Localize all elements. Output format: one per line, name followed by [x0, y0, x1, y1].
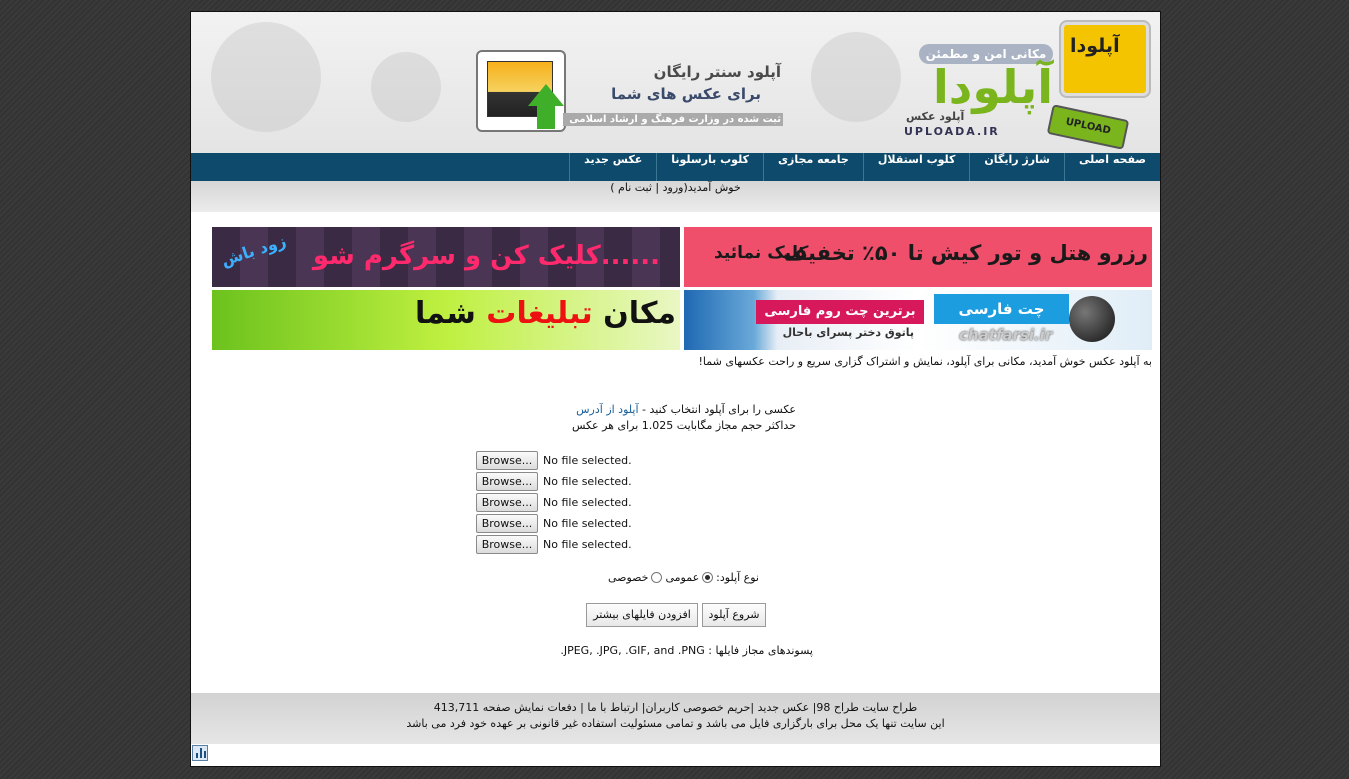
logo-domain: UPLOADA.IR	[904, 125, 1000, 138]
browse-button[interactable]: Browse...	[476, 493, 538, 512]
nav-item-esteghlal-club[interactable]: کلوب استقلال	[863, 153, 970, 181]
banner-pink-label: برترین چت روم فارسی	[756, 300, 924, 324]
add-more-files-button[interactable]: افزودن فایلهای بیشتر	[586, 603, 698, 627]
banner-text-post: شما	[414, 296, 487, 331]
login-link[interactable]: ورود	[662, 181, 684, 194]
camera-lens-decoration	[211, 22, 321, 132]
banner-subtext: پاتوق دختر پسرای باحال	[782, 326, 914, 339]
site-footer	[191, 693, 1160, 744]
allowed-extensions-label: پسوندهای مجاز فایلها :	[708, 644, 813, 657]
public-radio-label: عمومی	[665, 571, 700, 584]
register-link[interactable]: ثبت نام	[618, 181, 652, 194]
black-ball-icon	[1069, 296, 1115, 342]
banner-blue-label: چت فارسی	[934, 294, 1069, 324]
upload-instruction	[491, 403, 796, 416]
tagline-line1: آپلود سنتر رایگان	[653, 63, 781, 81]
browse-button[interactable]: Browse...	[476, 472, 538, 491]
private-radio[interactable]	[651, 572, 662, 583]
stats-chart-icon[interactable]	[192, 745, 208, 761]
browse-button[interactable]: Browse...	[476, 535, 538, 554]
file-status: No file selected.	[543, 475, 632, 488]
welcome-bar	[191, 181, 1160, 212]
welcome-close: )	[610, 181, 619, 194]
file-status: No file selected.	[543, 454, 632, 467]
nav-item-new-photo[interactable]: عکس جدید	[569, 153, 656, 181]
banner-text-pre: مکان	[592, 296, 676, 331]
start-upload-button[interactable]: شروع آپلود	[702, 603, 766, 627]
file-status: No file selected.	[543, 496, 632, 509]
file-status: No file selected.	[543, 517, 632, 530]
footer-disclaimer: این سایت تنها یک محل برای بارگزاری فایل می باشد و تمامی مسئولیت استفاده غیر قانونی بر عهده خود فرد می باشد	[406, 717, 945, 730]
file-input-row	[476, 472, 632, 491]
public-radio[interactable]	[702, 572, 713, 583]
logo-subtitle: آپلود عکس	[906, 110, 965, 123]
upload-key-icon: UPLOAD	[1047, 104, 1130, 150]
site-logo[interactable]: آپلودا	[932, 60, 1053, 114]
allowed-extensions	[491, 644, 813, 657]
welcome-separator: |	[651, 181, 663, 194]
camera-body-decoration	[371, 52, 441, 122]
file-input-row	[476, 493, 632, 512]
nav-item-barcelona-club[interactable]: کلوب بارسلونا	[656, 153, 763, 181]
ad-banner-entertainment[interactable]	[212, 227, 680, 287]
welcome-greeting: خوش آمدید(	[683, 181, 741, 194]
browse-button[interactable]: Browse...	[476, 451, 538, 470]
banner-text: رزرو هتل و تور کیش تا ۵۰٪ تخفیف	[783, 241, 1148, 265]
footer-links[interactable]: طراح سایت طراح 98| عکس جدید |حریم خصوصی کاربران| ارتباط با ما | دفعات نمایش صفحه 413,711	[433, 701, 918, 714]
file-input-row	[476, 514, 632, 533]
max-size-note: حداکثر حجم مجاز مگابایت 1.025 برای هر عکس	[571, 419, 796, 432]
file-input-row	[476, 451, 632, 470]
file-input-row	[476, 535, 632, 554]
banner-text: کلیک کن و سرگرم شو......	[312, 241, 660, 271]
banner-text	[415, 296, 676, 331]
tagline-line3: ثبت شده در وزارت فرهنگ و ارشاد اسلامی	[563, 113, 783, 126]
ad-banner-kish-tour[interactable]	[684, 227, 1152, 287]
tagline-line2: برای عکس های شما	[611, 85, 761, 103]
intro-text: به آپلود عکس خوش آمدید، مکانی برای آپلود، نمایش و اشتراک گزاری سریع و راحت عکسهای شما!	[698, 355, 1152, 368]
banner-tag: زود باش	[218, 231, 289, 270]
private-radio-label: خصوصی	[607, 571, 649, 584]
logo-monitor-text: آپلودا	[1070, 35, 1120, 57]
page-container	[190, 11, 1161, 767]
upload-type-group	[491, 571, 759, 584]
ad-banner-your-ad-here[interactable]	[212, 290, 680, 350]
ad-banner-chatfarsi[interactable]	[684, 290, 1152, 350]
logo-monitor-icon	[1061, 22, 1149, 96]
upload-instruction-text: عکسی را برای آپلود انتخاب کنید -	[638, 403, 796, 416]
background-decoration	[811, 32, 901, 122]
nav-item-home[interactable]: صفحه اصلی	[1064, 153, 1160, 181]
browse-button[interactable]: Browse...	[476, 514, 538, 533]
site-header	[191, 12, 1160, 154]
upload-type-label: نوع آپلود:	[716, 571, 759, 584]
upload-from-url-link[interactable]: آپلود از آدرس	[576, 403, 639, 416]
main-nav	[191, 153, 1160, 181]
slogan: مکانی امن و مطمئن	[919, 44, 1053, 64]
file-status: No file selected.	[543, 538, 632, 551]
banner-text-emphasis: تبلیغات	[486, 296, 593, 331]
banner-domain: chatfarsi.ir	[959, 326, 1053, 344]
nav-item-virtual-community[interactable]: جامعه مجازی	[763, 153, 863, 181]
nav-item-free-charge[interactable]: شارژ رایگان	[969, 153, 1064, 181]
banner-cta: کلیک نمائید	[714, 243, 809, 263]
allowed-extensions-values: .JPEG, .JPG, .GIF, and .PNG	[560, 644, 705, 657]
